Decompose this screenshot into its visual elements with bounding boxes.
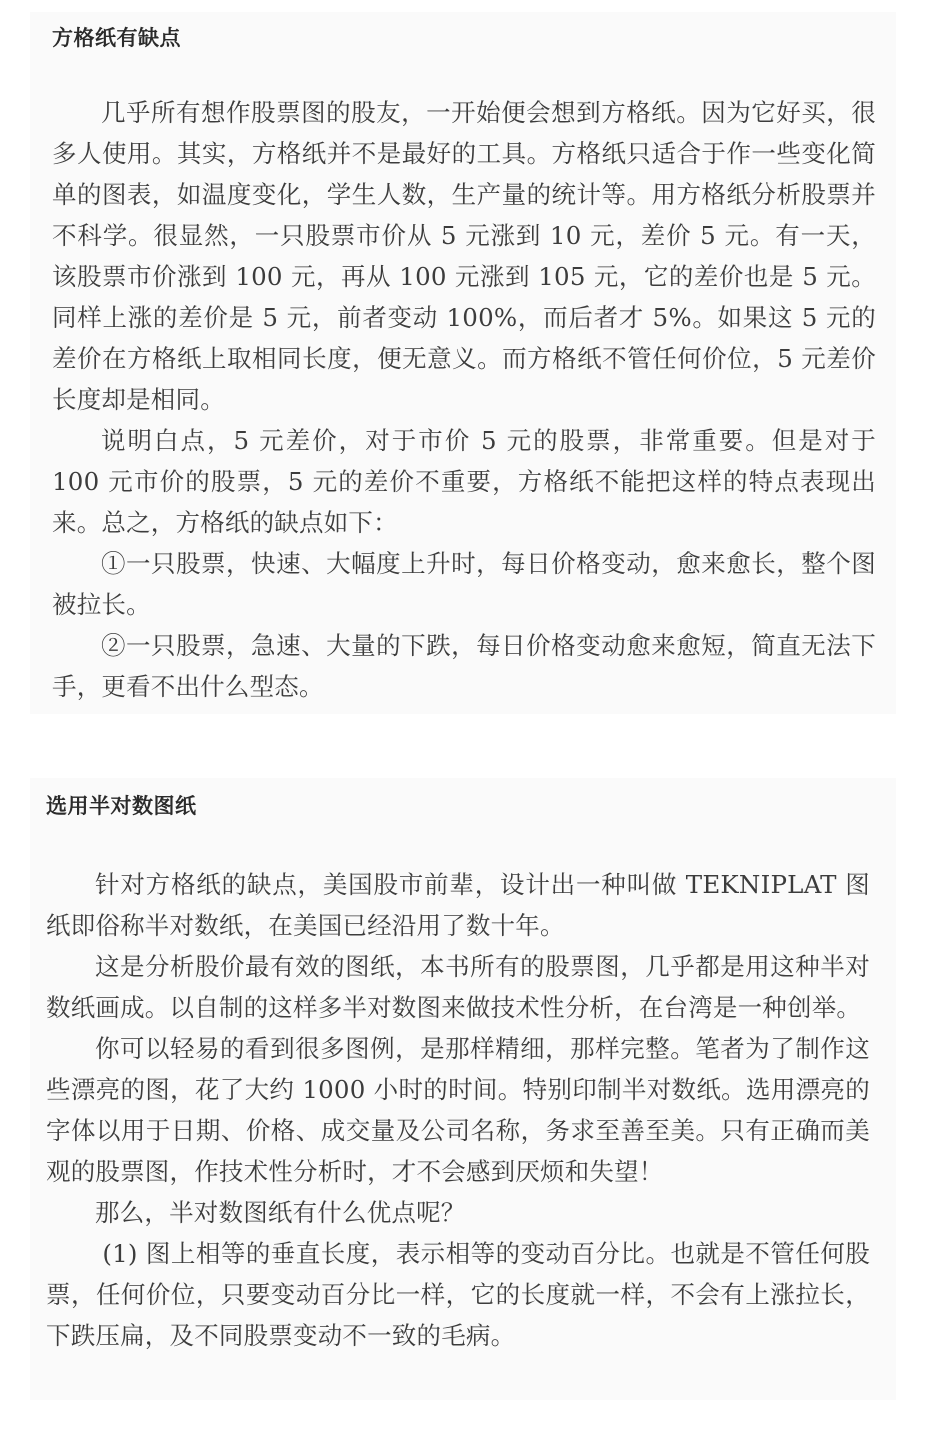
paragraph: 针对方格纸的缺点，美国股市前辈，设计出一种叫做 TEKNIPLAT 图纸即俗称半对数纸，在美国已经沿用了数十年。 xyxy=(46,870,870,940)
list-item: ①一只股票，快速、大幅度上升时，每日价格变动，愈来愈长，整个图被拉长。 xyxy=(52,549,876,619)
list-item: (1) 图上相等的垂直长度，表示相等的变动百分比。也就是不管任何股票，任何价位，只要变动百分比一样，它的长度就一样，不会有上涨拉长，下跌压扁，及不同股票变动不一致的毛病。 xyxy=(46,1239,870,1350)
paragraph: 这是分析股价最有效的图纸，本书所有的股票图，几乎都是用这种半对数纸画成。以自制的这样多半对数图来做技术性分析，在台湾是一种创举。 xyxy=(46,952,870,1022)
paragraph: 那么，半对数图纸有什么优点呢？ xyxy=(95,1198,466,1227)
list-item: ②一只股票，急速、大量的下跌，每日价格变动愈来愈短，简直无法下手，更看不出什么型态。 xyxy=(52,631,876,701)
paragraph: 说明白点，5 元差价，对于市价 5 元的股票，非常重要。但是对于 100 元市价的股票，5 元的差价不重要，方格纸不能把这样的特点表现出来。总之，方格纸的缺点如下： xyxy=(52,426,876,537)
section-heading: 选用半对数图纸 xyxy=(46,794,197,818)
paragraph: 几乎所有想作股票图的股友，一开始便会想到方格纸。因为它好买，很多人使用。其实，方格纸并不是最好的工具。方格纸只适合于作一些变化简单的图表，如温度变化，学生人数，生产量的统计等。用方格纸分析股票并不科学。很显然，一只股票市价从 5 元涨到 10 元，差价 5 元。有一天，该股票市价涨到 100 元，再从 100 元涨到 105 元，它的差价也是 5 元。同样上涨的差价是 5 元，前者变动 100%，而后者才 5%。如果这 5 元的差价在方格纸上取相同长度，便无意义。而方格纸不管任何价位，5 元差价长度却是相同。 xyxy=(52,98,876,414)
section-body xyxy=(52,92,876,707)
section-heading: 方格纸有缺点 xyxy=(52,26,181,50)
section-square-paper-drawbacks xyxy=(30,12,896,714)
paragraph: 你可以轻易的看到很多图例，是那样精细，那样完整。笔者为了制作这些漂亮的图，花了大约 1000 小时的时间。特别印制半对数纸。选用漂亮的字体以用于日期、价格、成交量及公司名称，务求至善至美。只有正确而美观的股票图，作技术性分析时，才不会感到厌烦和失望！ xyxy=(46,1034,870,1186)
section-semi-log-paper xyxy=(30,778,896,1400)
section-body xyxy=(46,864,870,1356)
